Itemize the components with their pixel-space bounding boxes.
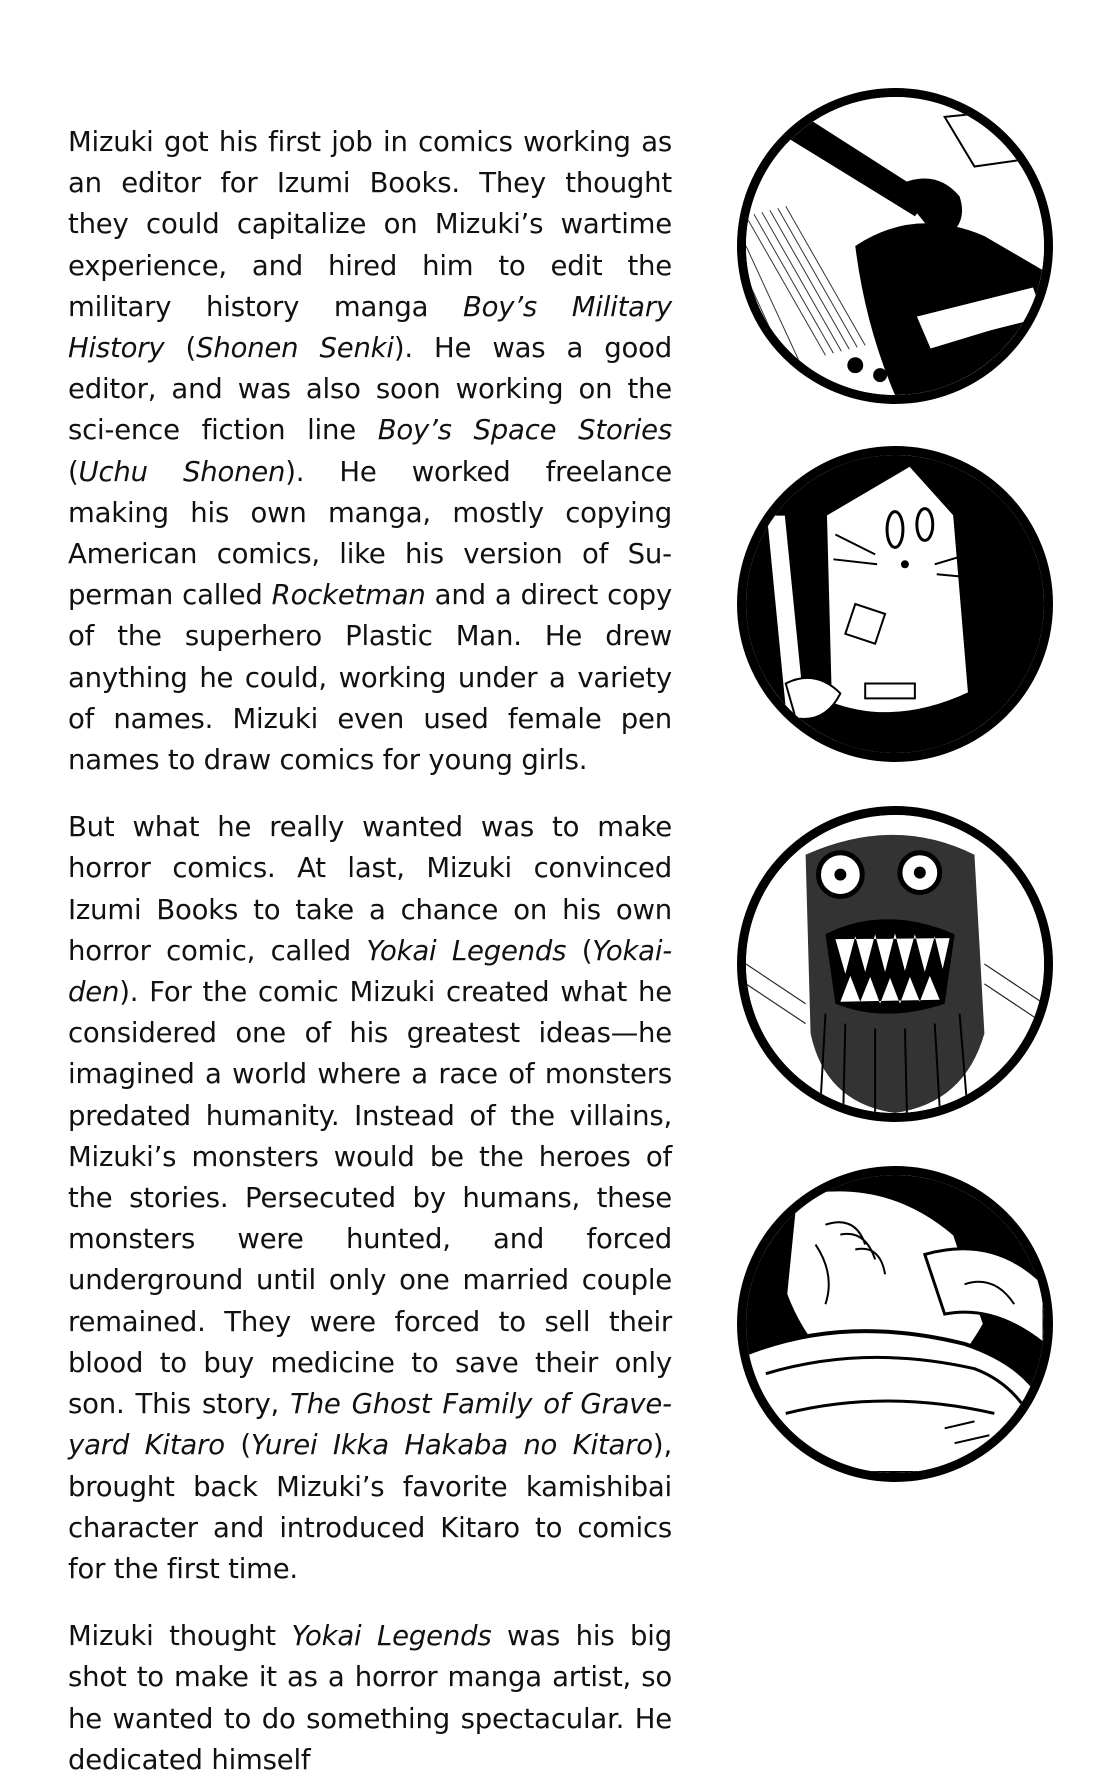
- text-run: Mizuki got his first job in comics working as an editor for Izumi Books. They thought they could capitalize on Mizuki’s wartime experience, and hired him to edit the military history manga: [68, 126, 672, 323]
- ghost-creature-illustration: [737, 446, 1053, 762]
- italic-title: Yokai-den: [68, 934, 672, 1009]
- text-run: and a direct copy of the superhero Plastic Man. He drew anything he could, working under a variety of names. Mizuki even used female pen names to draw comics for young girls.: [68, 579, 673, 777]
- italic-title: Rocketman: [271, 579, 426, 612]
- text-run: ), brought back Mizuki’s favorite kamishibai character and introduced Kitaro to comics for the first time.: [68, 1429, 672, 1585]
- italic-title: Yokai Legends: [366, 934, 567, 967]
- text-run: (: [164, 332, 197, 365]
- text-run: Mizuki thought: [68, 1620, 292, 1653]
- draped-figure-illustration: [737, 1166, 1053, 1482]
- tank-illustration: [737, 88, 1053, 404]
- article-text: [68, 122, 672, 1781]
- text-run: But what he really wanted was to make horror comics. At last, Mizuki convinced Izumi Books to take a chance on his own horror comic, called: [68, 811, 672, 967]
- text-run: (: [68, 455, 79, 488]
- text-run: was his big shot to make it as a horror manga artist, so he wanted to do something spectacular. He dedicated himself: [68, 1620, 672, 1776]
- italic-title: Yokai Legends: [291, 1620, 492, 1653]
- paragraph-1: [68, 122, 672, 781]
- italic-title: Uchu Shonen: [78, 455, 286, 488]
- text-run: ). For the comic Mizuki created what he considered one of his greatest ideas—he imagined a world where a race of monsters predated humanity. Instead of the villains, Mizuki’s monsters would be the heroes of the stories. Persecuted by humans, these monsters were hunted, and forced underground until only one married couple remained. They were forced to sell their blood to buy medicine to save their only son. This story,: [68, 976, 672, 1421]
- italic-title: Boy’s Space Stories: [377, 414, 672, 447]
- italic-title: Shonen Senki: [196, 332, 394, 365]
- fanged-monster-illustration: [737, 806, 1053, 1122]
- italic-title: Boy’s Military History: [68, 290, 672, 365]
- text-run: (: [566, 934, 593, 967]
- italic-title: Yurei Ikka Hakaba no Kitaro: [250, 1429, 653, 1462]
- text-run: (: [224, 1429, 251, 1462]
- paragraph-2: [68, 807, 672, 1590]
- italic-title: The Ghost Family of Graveyard Kitaro: [68, 1388, 672, 1462]
- text-run: ). He was a good editor, and was also soon working on the sci-ence fiction line: [68, 332, 673, 447]
- paragraph-3: [68, 1616, 672, 1781]
- text-run: ). He worked freelance making his own manga, mostly copying American comics, like his version of Superman called: [68, 455, 672, 612]
